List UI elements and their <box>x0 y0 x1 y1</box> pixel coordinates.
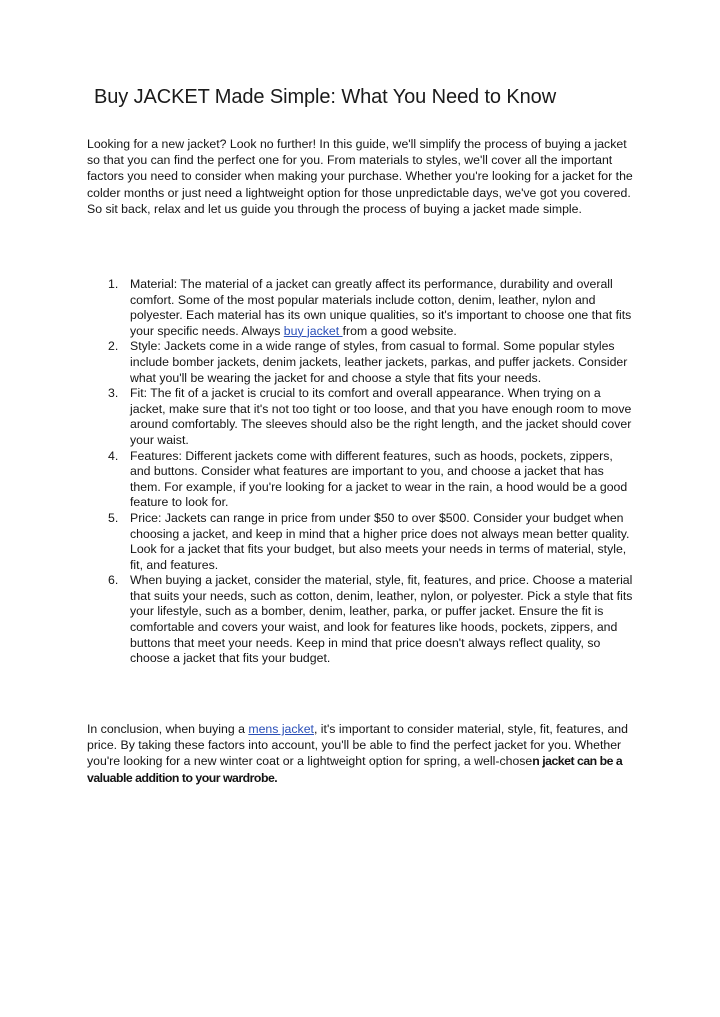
list-item-summary <box>87 573 635 667</box>
list-item-text: Style: Jackets come in a wide range of styles, from casual to formal. Some popular styles include bomber jackets, denim jackets, leather jackets, parkas, and puffer jackets. Consider what you'll be wearing the jacket for and choose a style that fits your needs. <box>130 339 628 385</box>
conclusion-text-middle: , it's important to consider material, style, fit, features, and price. By taking these factors into account, you'll be able to find the perfect jacket for you. Whether you're looking for a new winter coat or a lightweight option for spring, a well-chose <box>87 722 628 769</box>
list-number: 4. <box>108 448 119 463</box>
list-item-text: When buying a jacket, consider the material, style, fit, features, and price. Choose a material that suits your needs, such as cotton, denim, leather, nylon, or polyester. Pick a style that fits your lifestyle, such as a bomber, denim, leather, parka, or puffer jacket. Ensure the fit is comfortable and covers your waist, and look for features like hoods, pockets, zippers, and buttons that meet your needs. Keep in mind that price doesn't always reflect quality, so choose a jacket that fits your budget. <box>130 573 633 666</box>
list-item-fit <box>87 386 635 448</box>
material-text: Material: The material of a jacket can greatly affect its performance, durability and overall comfort. Some of the most popular materials include cotton, denim, leather, nylon and polyester. Each material has its own unique qualities, so it's important to choose one that fits your specific needs. Always <box>130 277 632 338</box>
list-item-text: Fit: The fit of a jacket is crucial to its comfort and overall appearance. When trying on a jacket, make sure that it's not too tight or too loose, and that you have enough room to move around comfortably. The sleeves should also be the right length, and the jacket should cover your waist. <box>130 386 632 447</box>
page-title: Buy JACKET Made Simple: What You Need to Know <box>94 86 557 108</box>
list-number: 5. <box>108 510 119 525</box>
list-item-material <box>87 277 635 339</box>
buy-jacket-link[interactable]: buy jacket <box>283 323 343 338</box>
conclusion-text-bold: n jacket can be a valuable addition to your wardrobe. <box>87 754 623 785</box>
intro-paragraph: Looking for a new jacket? Look no further! In this guide, we'll simplify the process of buying a jacket so that you can find the perfect one for you. From materials to styles, we'll cover all the important factors you need to consider when making your purchase. Whether you're looking for a jacket for the colder months or just need a lightweight option for those unpredictable days, we've got you covered. So sit back, relax and let us guide you through the process of buying a jacket made simple. <box>87 137 633 216</box>
list-number: 1. <box>108 277 119 291</box>
conclusion-text-start: In conclusion, when buying a <box>87 722 249 736</box>
buying-steps-list <box>87 277 635 667</box>
list-number: 2. <box>108 339 119 354</box>
list-item-features <box>87 449 635 511</box>
list-number: 3. <box>108 386 119 401</box>
list-item-text: Price: Jackets can range in price from under $50 to over $500. Consider your budget when choosing a jacket, and keep in mind that a higher price does not always mean better quality. Look for a jacket that fits your budget, but also meets your needs in terms of material, style, fit, and features. <box>130 510 630 572</box>
conclusion-paragraph <box>87 721 635 786</box>
list-item-price <box>87 511 635 573</box>
list-number: 6. <box>108 573 119 588</box>
list-item-text <box>130 277 635 339</box>
list-item-text: Features: Different jackets come with different features, such as hoods, pockets, zippers, and buttons. Consider what features are important to you, and choose a jacket that has them. For example, if you're looking for a jacket to wear in the rain, a hood would be a good feature to look for. <box>130 448 628 510</box>
material-text-end: from a good website. <box>342 323 457 338</box>
mens-jacket-link[interactable]: mens jacket <box>248 722 314 736</box>
list-item-style <box>87 339 635 386</box>
